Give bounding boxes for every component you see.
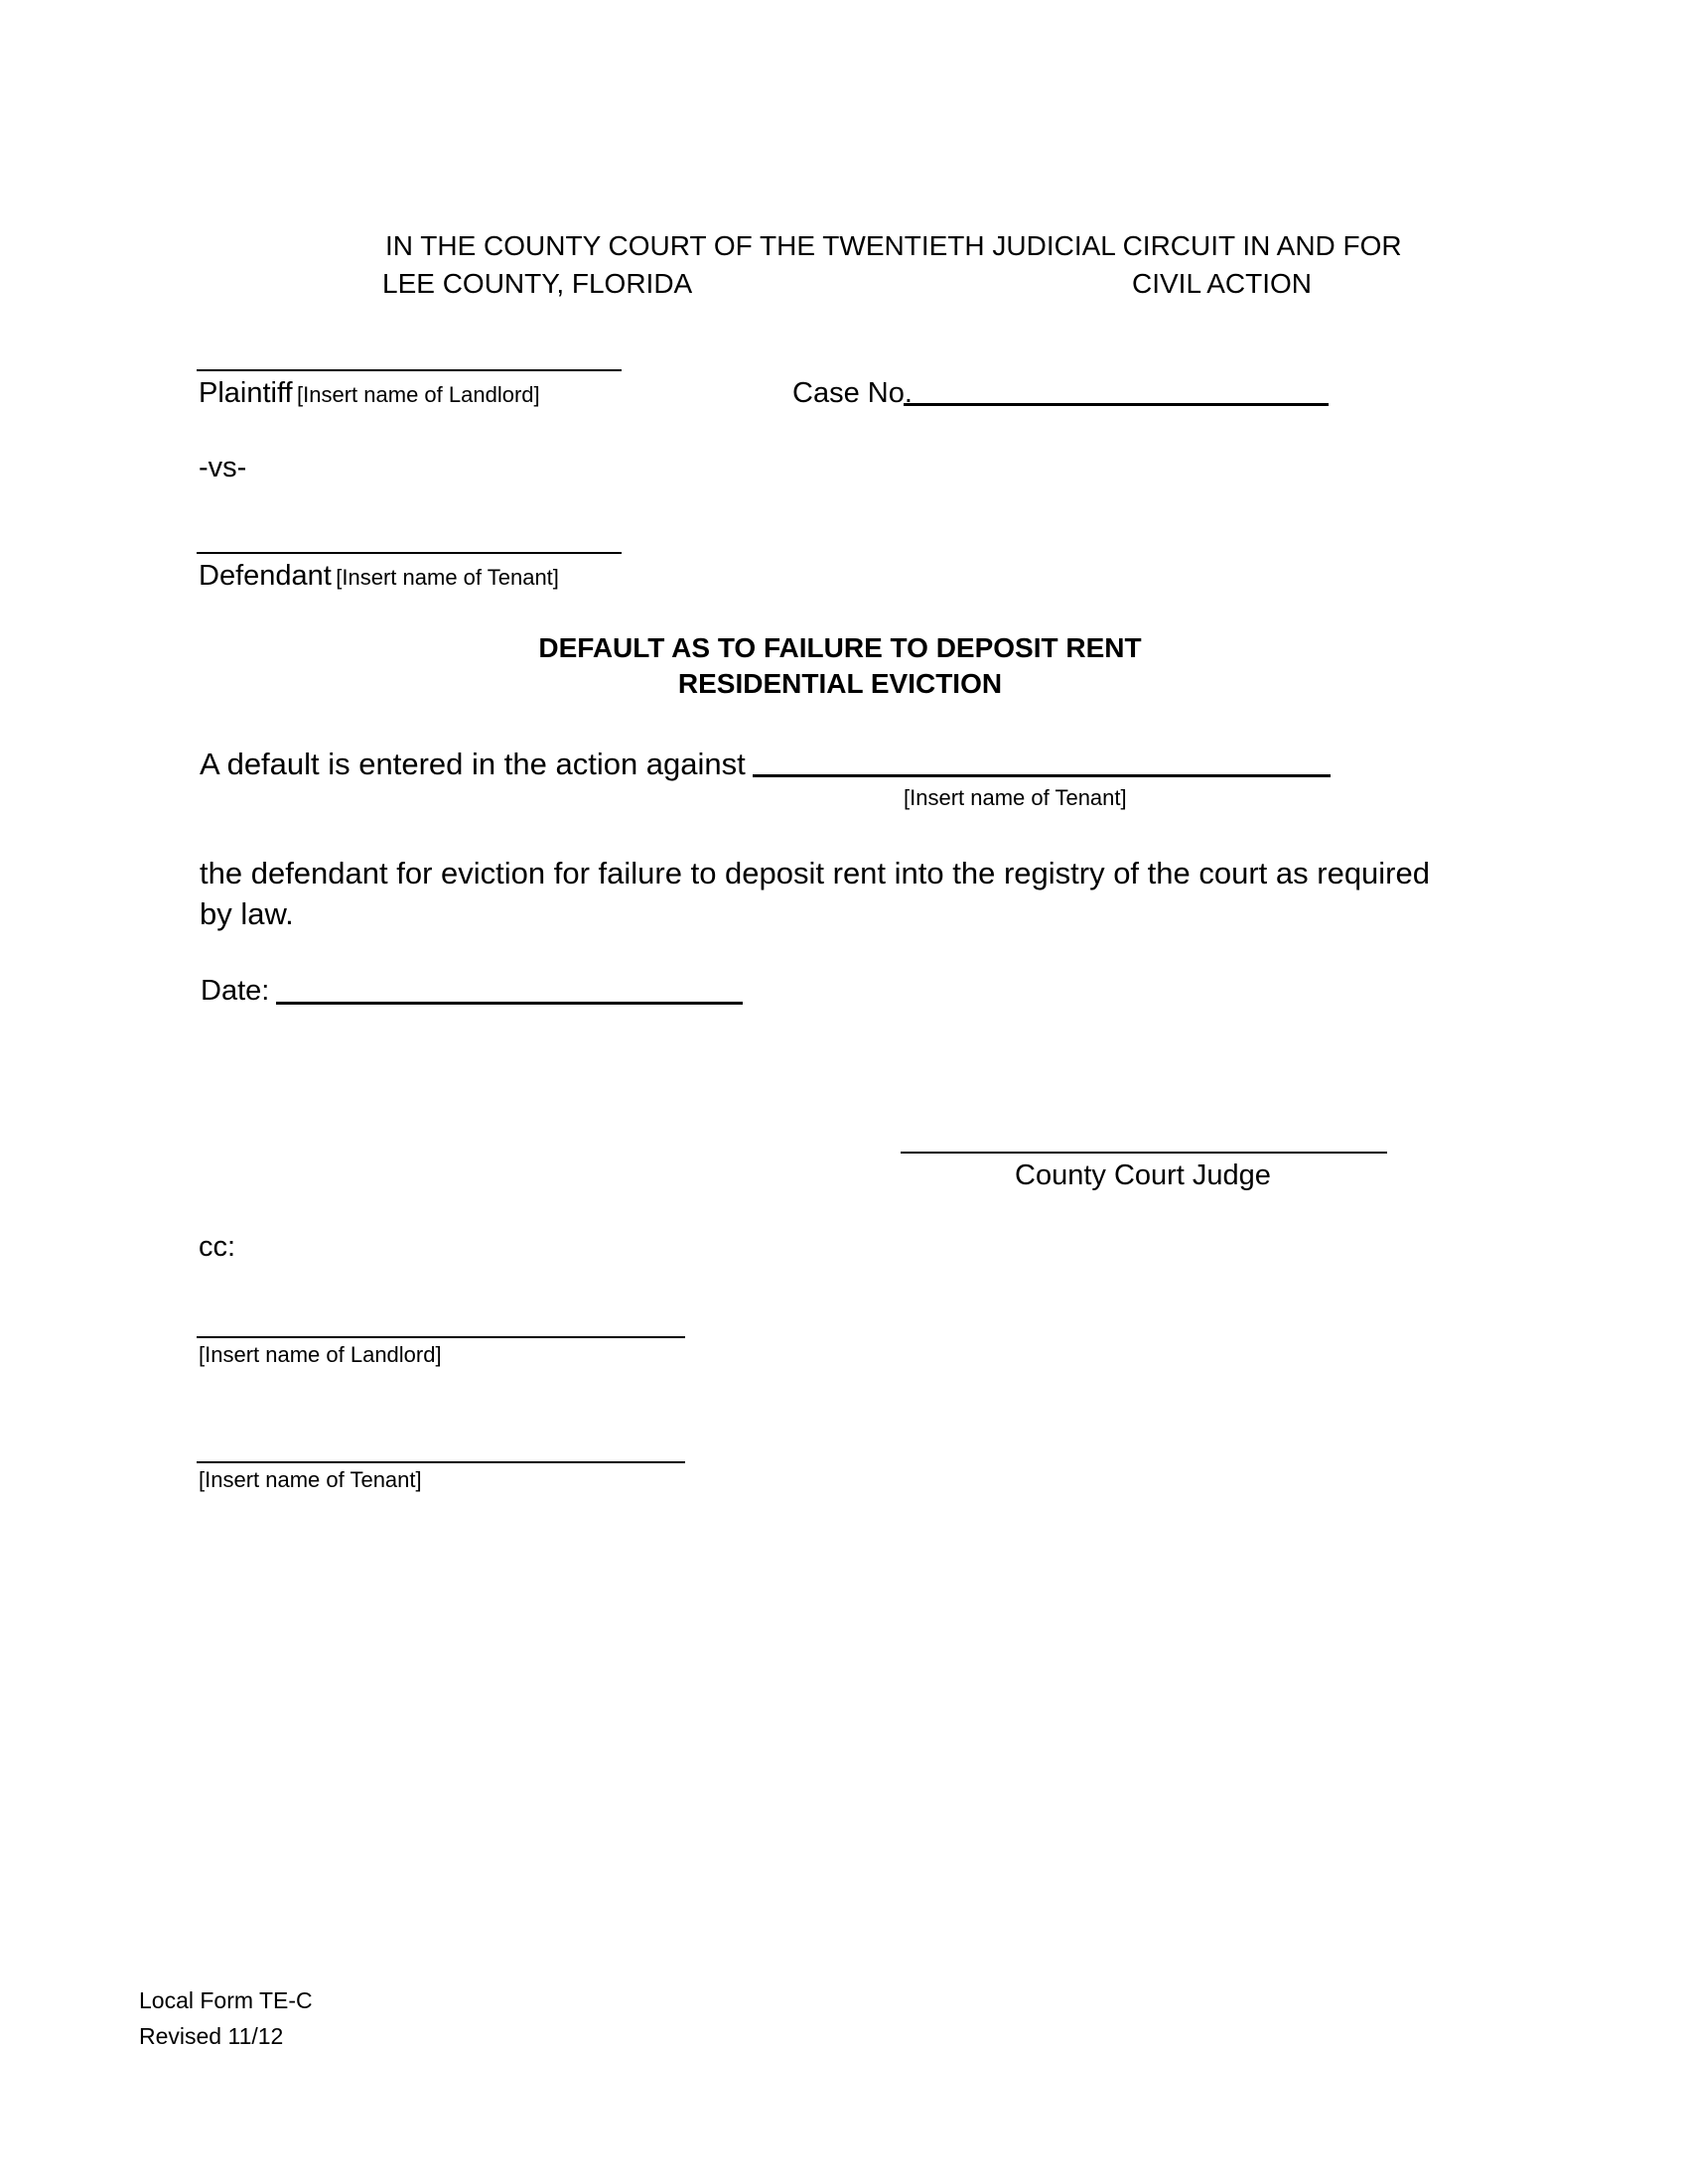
- defendant-caption: [199, 560, 559, 593]
- tenant-name-line[interactable]: [753, 774, 1331, 777]
- case-no-line[interactable]: [904, 403, 1329, 406]
- plaintiff-hint: [Insert name of Landlord]: [297, 382, 540, 407]
- judge-label: County Court Judge: [1015, 1160, 1271, 1191]
- versus-label: -vs-: [199, 452, 247, 483]
- cc-tenant-line[interactable]: [197, 1461, 685, 1463]
- form-title: [0, 632, 1688, 700]
- case-no-label: Case No.: [792, 377, 913, 409]
- defendant-label: Defendant: [199, 560, 332, 592]
- cc-landlord-line[interactable]: [197, 1336, 685, 1338]
- civil-action-label: CIVIL ACTION: [1132, 268, 1313, 299]
- form-title-line1: DEFAULT AS TO FAILURE TO DEPOSIT RENT: [538, 632, 1142, 663]
- tenant-hint: [Insert name of Tenant]: [904, 785, 1127, 810]
- revision-date: Revised 11/12: [139, 2023, 284, 2049]
- court-heading: IN THE COUNTY COURT OF THE TWENTIETH JUDICIAL CIRCUIT IN AND FOR: [385, 230, 1402, 261]
- cc-landlord-hint: [Insert name of Landlord]: [199, 1342, 442, 1367]
- default-entered-text: A default is entered in the action against: [200, 747, 746, 781]
- county-name: LEE COUNTY, FLORIDA: [382, 268, 693, 299]
- defendant-name-line[interactable]: [197, 552, 622, 554]
- date-label: Date:: [201, 975, 270, 1007]
- date-line[interactable]: [276, 1002, 743, 1005]
- form-number: Local Form TE-C: [139, 1987, 313, 2013]
- judge-signature-line[interactable]: [901, 1152, 1387, 1154]
- defendant-hint: [Insert name of Tenant]: [336, 565, 559, 590]
- plaintiff-label: Plaintiff: [199, 377, 293, 409]
- plaintiff-name-line[interactable]: [197, 369, 622, 371]
- body-paragraph-line2: by law.: [200, 896, 294, 931]
- body-paragraph-line1: the defendant for eviction for failure to deposit rent into the registry of the court as required: [200, 856, 1430, 890]
- form-title-line2: RESIDENTIAL EVICTION: [677, 668, 1003, 699]
- cc-label: cc:: [199, 1231, 236, 1263]
- cc-tenant-hint: [Insert name of Tenant]: [199, 1467, 422, 1492]
- plaintiff-caption: [199, 377, 540, 410]
